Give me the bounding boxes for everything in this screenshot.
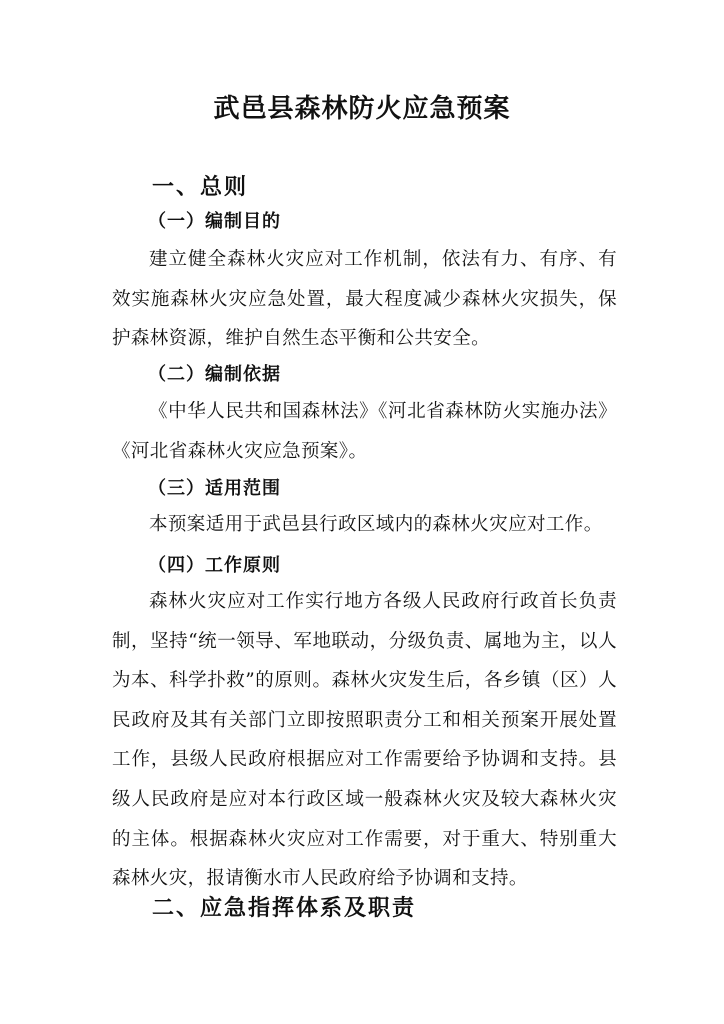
document-title: 武邑县森林防火应急预案	[213, 94, 511, 124]
section-heading-command-system: 二、应急指挥体系及职责	[152, 896, 417, 921]
paragraph-purpose: 建立健全森林火灾应对工作机制，依法有力、有序、有效实施森林火灾应急处置，最大程度减少森林火灾损失，保护森林资源，维护自然生态平衡和公共安全。	[112, 249, 617, 350]
subsection-heading-principles: （四）工作原则	[148, 555, 281, 576]
subsection-heading-scope: （三）适用范围	[148, 478, 281, 499]
subsection-heading-purpose: （一）编制目的	[148, 211, 281, 232]
subsection-heading-basis: （二）编制依据	[148, 364, 281, 385]
paragraph-principles: 森林火灾应对工作实行地方各级人民政府行政首长负责制，坚持“统一领导、军地联动，分级负责、属地为主，以人为本、科学扑救”的原则。森林火灾发生后，各乡镇（区）人民政府及其有关部门立即按照职责分工和相关预案开展处置工作，县级人民政府根据应对工作需要给予协调和支持。县级人民政府是应对本行政区域一般森林火灾及较大森林火灾的主体。根据森林火灾应对工作需要，对于重大、特别重大森林火灾，报请衡水市人民政府给予协调和支持。	[112, 591, 617, 890]
paragraph-scope: 本预案适用于武邑县行政区域内的森林火灾应对工作。	[149, 514, 603, 535]
paragraph-basis: 《中华人民共和国森林法》《河北省森林防火实施办法》《河北省森林火灾应急预案》。	[112, 401, 617, 462]
section-heading-general-provisions: 一、总则	[152, 175, 249, 200]
